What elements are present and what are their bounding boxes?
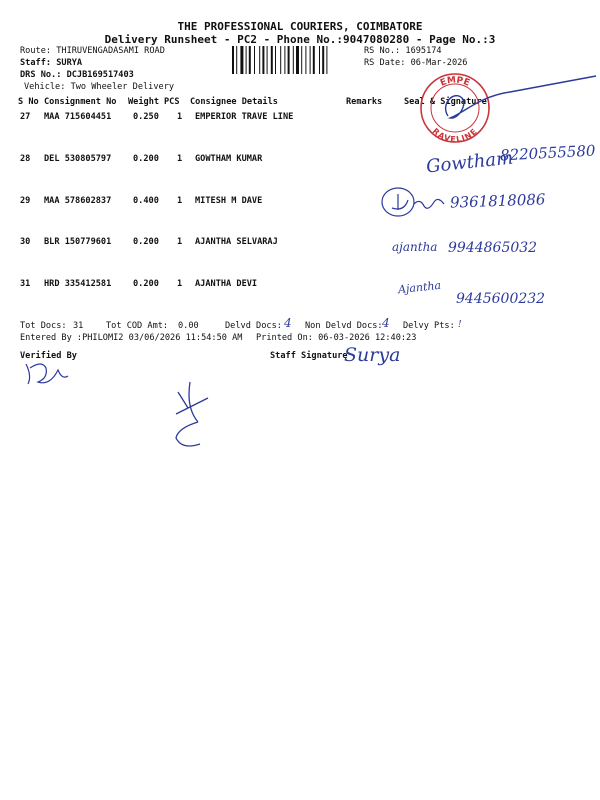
verified-by-label: Verified By (20, 351, 77, 361)
col-seal: Seal & Signature (404, 97, 487, 107)
row-pcs: 1 (177, 154, 183, 164)
row-sno: 31 (20, 279, 31, 289)
staff-signature-hand: Surya (344, 344, 401, 366)
row-consignee: GOWTHAM KUMAR (195, 154, 263, 164)
drs-number: DRS No.: DCJB169517403 (20, 70, 134, 80)
row-sno: 30 (20, 237, 31, 247)
handwritten-signature-29 (378, 182, 458, 222)
rs-date: RS Date: 06-Mar-2026 (364, 58, 468, 68)
non-delvd-label: Non Delvd Docs: (305, 321, 383, 331)
company-title: THE PROFESSIONAL COURIERS, COIMBATORE (177, 20, 423, 33)
staff: Staff: SURYA (20, 58, 83, 68)
handwritten-phone-31: 9445600232 (456, 291, 546, 307)
handwritten-name-30: ajantha (392, 240, 438, 254)
row-weight: 0.200 (133, 237, 159, 247)
row-sno: 27 (20, 112, 31, 122)
handwritten-phone-28: 8220555580 (499, 141, 596, 165)
col-weight: Weight (128, 97, 160, 107)
row-sno: 28 (20, 154, 31, 164)
row-weight: 0.250 (133, 112, 159, 122)
col-pcs: PCS (164, 97, 180, 107)
route: Route: THIRUVENGADASAMI ROAD (20, 46, 165, 56)
row-pcs: 1 (177, 237, 183, 247)
row-consignee: EMPERIOR TRAVE LINE (195, 112, 294, 122)
row-consignee: AJANTHA DEVI (195, 279, 258, 289)
cod-label: Tot COD Amt: (106, 321, 169, 331)
row-consignment: HRD 335412581 (44, 279, 112, 289)
non-delvd-value: 4 (382, 316, 390, 330)
tot-docs-value: 31 (73, 321, 84, 331)
row-pcs: 1 (177, 112, 183, 122)
handwritten-name-28: Gowtham (425, 147, 515, 178)
rs-number: RS No.: 1695174 (364, 46, 442, 56)
row-weight: 0.200 (133, 279, 159, 289)
row-weight: 0.400 (133, 196, 159, 206)
row-consignment: BLR 150779601 (44, 237, 112, 247)
delvd-docs-value: 4 (284, 316, 292, 330)
row-consignment: DEL 530805797 (44, 154, 112, 164)
cod-value: 0.00 (178, 321, 199, 331)
row-pcs: 1 (177, 196, 183, 206)
verifier-signature (20, 356, 70, 390)
col-remarks: Remarks (346, 97, 383, 107)
scribble-mark (168, 378, 218, 450)
delvy-pts-value: ! (458, 320, 462, 330)
delvy-pts-label: Delvy Pts: (403, 321, 455, 331)
printed-on: Printed On: 06-03-2026 12:40:23 (256, 333, 417, 343)
handwritten-name-31: Ajantha (397, 278, 442, 297)
svg-text:EMPE (439, 75, 471, 88)
company-stamp (410, 72, 600, 148)
row-consignee: MITESH M DAVE (195, 196, 263, 206)
tot-docs-label: Tot Docs: (20, 321, 67, 331)
handwritten-phone-30: 9944865032 (448, 240, 538, 256)
runsheet-title: Delivery Runsheet - PC2 - Phone No.:9047080280 - Page No.:3 (104, 33, 496, 46)
row-consignment: MAA 578602837 (44, 196, 112, 206)
svg-text:RAVELINE (431, 126, 480, 144)
row-consignment: MAA 715604451 (44, 112, 112, 122)
staff-signature-label: Staff Signature (270, 351, 348, 361)
row-consignee: AJANTHA SELVARAJ (195, 237, 278, 247)
row-sno: 29 (20, 196, 31, 206)
row-pcs: 1 (177, 279, 183, 289)
col-consignment: Consignment No (44, 97, 117, 107)
vehicle: Vehicle: Two Wheeler Delivery (24, 82, 175, 92)
col-consignee: Consignee Details (190, 97, 278, 107)
col-sno: S No (18, 97, 39, 107)
entered-by: Entered By :PHILOMI2 03/06/2026 11:54:50 AM (20, 333, 243, 343)
row-weight: 0.200 (133, 154, 159, 164)
barcode (232, 46, 360, 74)
delvd-docs-label: Delvd Docs: (225, 321, 282, 331)
stamp-bottom-text: RAVELINE (430, 126, 480, 145)
handwritten-phone-29: 9361818086 (449, 190, 546, 212)
stamp-top-text: EMPE (438, 75, 472, 89)
